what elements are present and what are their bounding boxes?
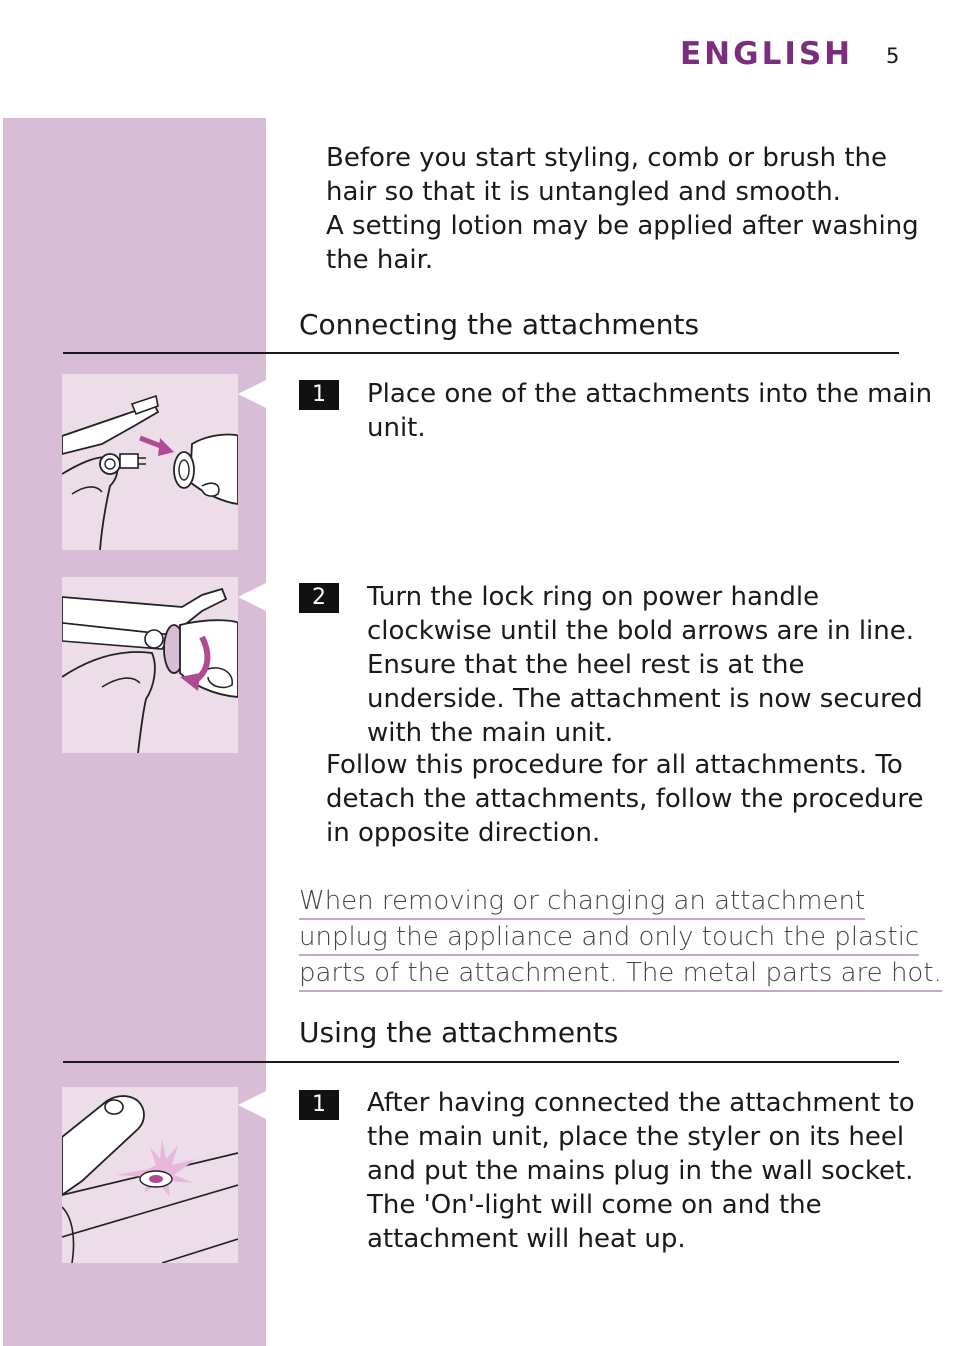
intro-line: hair so that it is untangled and smooth. (326, 177, 841, 207)
turn-lock-ring-drawing (62, 577, 238, 753)
on-light-drawing (62, 1087, 238, 1263)
intro-line: A setting lotion may be applied after washing (326, 211, 919, 241)
step-line: Turn the lock ring on power handle (367, 582, 820, 612)
step-line: The 'On'-light will come on and the (367, 1190, 822, 1220)
follow-procedure-paragraph (326, 748, 924, 850)
follow-line: Follow this procedure for all attachments. To (326, 750, 903, 780)
caution-line: parts of the attachment. The metal parts are hot. (299, 956, 942, 992)
follow-line: in opposite direction. (326, 818, 601, 848)
follow-line: detach the attachments, follow the procedure (326, 784, 924, 814)
step-line: unit. (367, 413, 426, 443)
step-line: underside. The attachment is now secured (367, 684, 923, 714)
section-heading-connecting: Connecting the attachments (299, 308, 700, 341)
step-badge-1: 1 (299, 1090, 339, 1120)
caution-note (299, 884, 942, 992)
page-number: 5 (886, 44, 900, 68)
step-line: the main unit, place the styler on its heel (367, 1122, 905, 1152)
step-line: Ensure that the heel rest is at the (367, 650, 805, 680)
language-header: ENGLISH (680, 36, 854, 72)
illustration-pointer (238, 583, 266, 611)
step-line: After having connected the attachment to (367, 1088, 915, 1118)
step-1-text (367, 377, 932, 445)
section-rule (63, 352, 899, 354)
section-heading-using: Using the attachments (299, 1016, 619, 1049)
step-2-text (367, 580, 923, 750)
insert-attachment-drawing (62, 374, 238, 550)
step-line: attachment will heat up. (367, 1224, 686, 1254)
intro-line: Before you start styling, comb or brush the (326, 143, 888, 173)
intro-line: the hair. (326, 245, 434, 275)
illustration-pointer (238, 380, 266, 408)
caution-line: When removing or changing an attachment (299, 884, 865, 920)
illustration-insert-attachment (62, 374, 238, 550)
intro-paragraph (326, 141, 919, 277)
step-badge-1: 1 (299, 380, 339, 410)
illustration-turn-lock-ring (62, 577, 238, 753)
illustration-pointer (238, 1091, 266, 1119)
step-line: clockwise until the bold arrows are in line. (367, 616, 915, 646)
illustration-on-light (62, 1087, 238, 1263)
step-line: and put the mains plug in the wall socket. (367, 1156, 914, 1186)
step-line: with the main unit. (367, 718, 614, 748)
section-rule (63, 1061, 899, 1063)
caution-line: unplug the appliance and only touch the plastic (299, 920, 919, 956)
step-1-text (367, 1086, 915, 1256)
step-badge-2: 2 (299, 583, 339, 613)
step-line: Place one of the attachments into the main (367, 379, 933, 409)
